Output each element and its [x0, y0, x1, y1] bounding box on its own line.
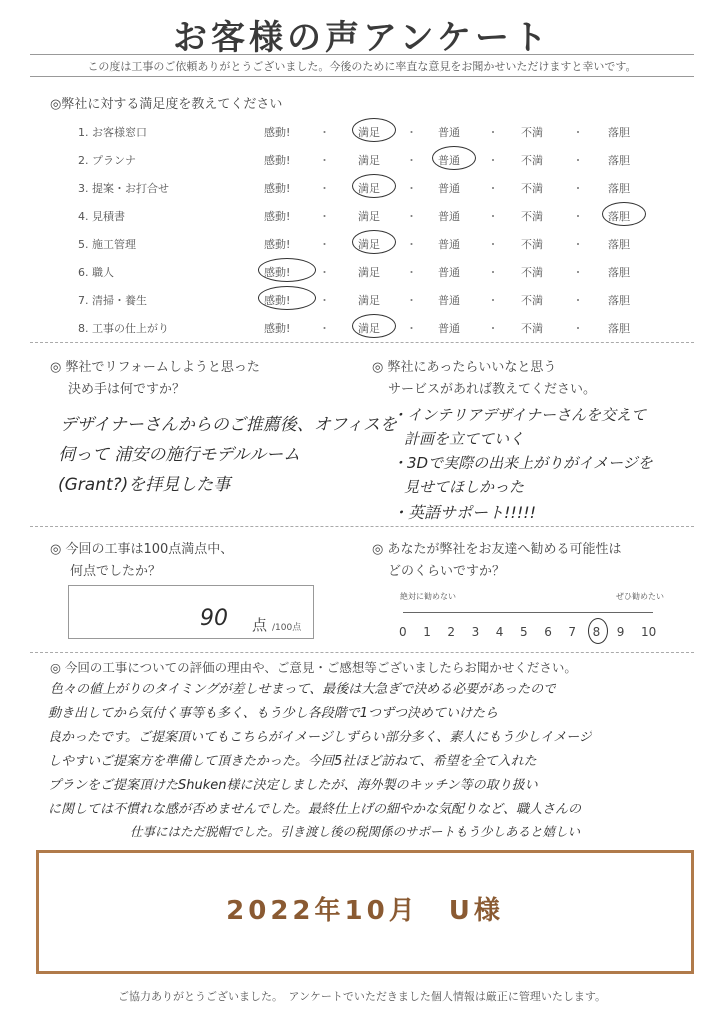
selected-answer-circle: [352, 118, 396, 142]
satisfaction-option: 満足: [358, 266, 380, 279]
option-separator: ・: [319, 182, 330, 195]
option-separator: ・: [572, 266, 584, 279]
reason-answer-line: 伺って 浦安の施行モデルルーム: [58, 445, 301, 465]
option-separator: ・: [487, 322, 499, 335]
satisfaction-option: 不満: [521, 154, 543, 167]
scale-number: 3: [471, 625, 480, 639]
comment-line: 良かったです。ご提案頂いてもこちらがイメージしずらい部分多く、素人にもう少しイメージ: [48, 730, 592, 745]
option-separator: ・: [319, 322, 330, 335]
satisfaction-option: 落胆: [608, 322, 630, 335]
satisfaction-option: 満足: [358, 182, 380, 195]
services-answer-line: 計画を立てていく: [404, 430, 525, 448]
comment-line: 色々の値上がりのタイミングが差しせまって、最後は大急ぎで決める必要があったので: [50, 682, 557, 697]
services-question-line1: ◎ 弊社にあったらいいなと思う: [372, 360, 557, 375]
satisfaction-row: [78, 286, 678, 312]
satisfaction-option: 不満: [521, 322, 543, 335]
option-separator: ・: [406, 322, 417, 335]
satisfaction-option: 普通: [438, 238, 460, 251]
option-separator: ・: [319, 210, 330, 223]
selected-answer-circle: [258, 258, 316, 282]
satisfaction-option: 感動!: [264, 266, 291, 279]
satisfaction-item-label: 3. 提案・お打合せ: [78, 182, 169, 195]
satisfaction-option: 感動!: [264, 126, 291, 139]
option-separator: ・: [572, 238, 584, 251]
option-separator: ・: [487, 266, 499, 279]
score-question-line2: 何点でしたか？: [70, 564, 162, 579]
selected-answer-circle: [432, 146, 476, 170]
satisfaction-option: 満足: [358, 238, 380, 251]
satisfaction-option: 普通: [438, 210, 460, 223]
satisfaction-item-label: 4. 見積書: [78, 210, 125, 223]
option-separator: ・: [406, 238, 417, 251]
option-separator: ・: [487, 126, 499, 139]
satisfaction-row: [78, 258, 678, 284]
services-answer-line: ・インテリアデザイナーさんを交えて: [392, 406, 646, 424]
satisfaction-option: 不満: [521, 210, 543, 223]
section-divider: [30, 652, 694, 653]
reason-question-line2: 決め手は何ですか？: [68, 382, 186, 397]
satisfaction-item-label: 8. 工事の仕上がり: [78, 322, 169, 335]
satisfaction-option: 満足: [358, 154, 380, 167]
option-separator: ・: [572, 126, 584, 139]
services-answer-line: 見せてほしかった: [404, 478, 525, 496]
comment-line: に関しては不慣れな感が否めませんでした。最終仕上げの細やかな気配りなど、職人さんの: [48, 802, 582, 817]
option-separator: ・: [319, 126, 330, 139]
reason-question-line1: ◎ 弊社でリフォームしようと思った: [50, 360, 260, 375]
comment-line: 動き出してから気付く事等も多く、もう少し各段階で1つずつ決めていけたら: [48, 706, 499, 721]
page-subtitle: この度は工事のご依頼ありがとうございました。今後のために率直な意見をお聞かせいただけますと幸いです。: [87, 60, 637, 73]
satisfaction-item-label: 7. 清掃・養生: [78, 294, 147, 307]
satisfaction-option: 普通: [438, 182, 460, 195]
scale-left-label: 絶対に勧めない: [400, 592, 456, 601]
score-unit: 点: [252, 616, 268, 634]
footer-note: ご協力ありがとうございました。 アンケートでいただきました個人情報は厳正に管理いたします。: [118, 990, 606, 1003]
option-separator: ・: [572, 322, 584, 335]
customer-label: 2022年10月 U様: [226, 896, 504, 926]
option-separator: ・: [487, 238, 499, 251]
satisfaction-option: 満足: [358, 294, 380, 307]
satisfaction-option: 満足: [358, 322, 380, 335]
satisfaction-row: [78, 202, 678, 228]
satisfaction-option: 落胆: [608, 294, 630, 307]
scale-number: 8: [592, 625, 601, 639]
satisfaction-row: [78, 146, 678, 172]
selected-answer-circle: [258, 286, 316, 310]
satisfaction-option: 普通: [438, 126, 460, 139]
satisfaction-question: ◎弊社に対する満足度を教えてください: [50, 97, 283, 112]
services-question-line2: サービスがあれば教えてください。: [388, 382, 597, 397]
satisfaction-option: 落胆: [608, 154, 630, 167]
satisfaction-option: 不満: [521, 126, 543, 139]
score-max: /100点: [272, 623, 302, 633]
scale-number: 7: [568, 625, 577, 639]
satisfaction-option: 感動!: [264, 294, 291, 307]
option-separator: ・: [406, 182, 417, 195]
selected-answer-circle: [352, 174, 396, 198]
satisfaction-option: 感動!: [264, 182, 291, 195]
services-answer-line: ・3Dで実際の出来上がりがイメージを: [392, 454, 653, 472]
satisfaction-row: [78, 174, 678, 200]
option-separator: ・: [487, 182, 499, 195]
satisfaction-option: 不満: [521, 182, 543, 195]
satisfaction-item-label: 1. お客様窓口: [78, 126, 147, 139]
recommend-question-line2: どのくらいですか？: [388, 564, 506, 579]
satisfaction-option: 落胆: [608, 182, 630, 195]
header-divider: [30, 76, 694, 77]
selected-score-circle: [588, 618, 608, 644]
selected-answer-circle: [352, 230, 396, 254]
reason-answer-line: (Grant?)を拝見した事: [58, 475, 231, 495]
satisfaction-option: 感動!: [264, 210, 291, 223]
services-answer-line: ・英語サポート!!!!!: [392, 503, 537, 522]
page-title: お客様の声アンケート: [173, 18, 551, 58]
score-value: 90: [200, 606, 228, 631]
option-separator: ・: [572, 210, 584, 223]
satisfaction-option: 落胆: [608, 126, 630, 139]
comment-line: 仕事にはただ脱帽でした。引き渡し後の税関係のサポートもう少しあると嬉しい: [130, 824, 581, 839]
satisfaction-option: 落胆: [608, 238, 630, 251]
satisfaction-option: 感動!: [264, 154, 291, 167]
selected-answer-circle: [602, 202, 646, 226]
satisfaction-option: 普通: [438, 266, 460, 279]
satisfaction-option: 不満: [521, 238, 543, 251]
option-separator: ・: [406, 126, 417, 139]
option-separator: ・: [487, 210, 499, 223]
scale-number: 10: [641, 625, 657, 639]
satisfaction-option: 感動!: [264, 238, 291, 251]
satisfaction-option: 満足: [358, 210, 380, 223]
recommend-question-line1: ◎ あなたが弊社をお友達へ勧める可能性は: [372, 542, 622, 557]
score-question-line1: ◎ 今回の工事は100点満点中、: [50, 542, 234, 557]
option-separator: ・: [487, 154, 499, 167]
option-separator: ・: [487, 294, 499, 307]
option-separator: ・: [572, 154, 584, 167]
satisfaction-option: 普通: [438, 294, 460, 307]
option-separator: ・: [572, 182, 584, 195]
satisfaction-option: 感動!: [264, 322, 291, 335]
scale-number: 0: [399, 625, 407, 639]
satisfaction-row: [78, 118, 678, 144]
satisfaction-option: 普通: [438, 322, 460, 335]
option-separator: ・: [406, 154, 417, 167]
scale-number: 1: [423, 625, 431, 639]
option-separator: ・: [406, 294, 417, 307]
comment-line: プランをご提案頂けたShuken様に決定しましたが、海外製のキッチン等の取り扱い: [48, 778, 538, 793]
option-separator: ・: [319, 154, 330, 167]
option-separator: ・: [406, 266, 417, 279]
scale-number: 6: [544, 625, 552, 639]
scale-number: 4: [495, 625, 504, 639]
comments-question: ◎ 今回の工事についての評価の理由や、ご意見・ご感想等ございましたらお聞かせください。: [50, 660, 577, 675]
satisfaction-option: 満足: [358, 126, 380, 139]
header-divider: [30, 54, 694, 55]
comment-line: しやすいご提案方を準備して頂きたかった。今回5社ほど訪ねて、希望を全て入れた: [48, 754, 537, 769]
option-separator: ・: [572, 294, 584, 307]
satisfaction-option: 不満: [521, 266, 543, 279]
selected-answer-circle: [352, 314, 396, 338]
scale-right-label: ぜひ勧めたい: [616, 592, 664, 601]
scale-line: [403, 612, 653, 613]
option-separator: ・: [319, 238, 330, 251]
satisfaction-option: 普通: [438, 154, 460, 167]
satisfaction-row: [78, 314, 678, 340]
option-separator: ・: [319, 266, 330, 279]
satisfaction-item-label: 6. 職人: [78, 266, 114, 279]
scale-number: 5: [520, 625, 528, 639]
satisfaction-option: 落胆: [608, 266, 630, 279]
scale-number: 2: [447, 625, 456, 639]
option-separator: ・: [319, 294, 330, 307]
satisfaction-item-label: 5. 施工管理: [78, 238, 136, 251]
scale-number: 9: [616, 625, 625, 639]
satisfaction-option: 落胆: [608, 210, 630, 223]
option-separator: ・: [406, 210, 417, 223]
satisfaction-option: 不満: [521, 294, 543, 307]
reason-answer-line: デザイナーさんからのご推薦後、オフィスを: [60, 415, 397, 435]
satisfaction-item-label: 2. プランナ: [78, 154, 136, 167]
section-divider: [30, 526, 694, 527]
satisfaction-row: [78, 230, 678, 256]
section-divider: [30, 342, 694, 343]
